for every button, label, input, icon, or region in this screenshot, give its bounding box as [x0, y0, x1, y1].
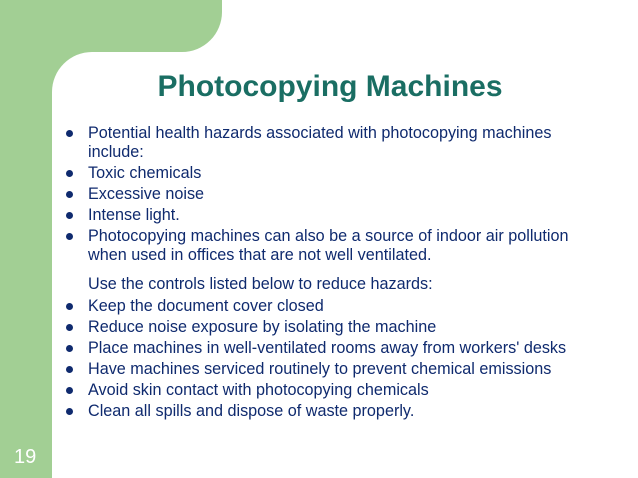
bullet-icon — [66, 212, 73, 219]
bullet-text: Reduce noise exposure by isolating the machine — [88, 318, 437, 336]
top-white-area — [222, 0, 638, 52]
bullet-text: Toxic chemicals — [88, 164, 202, 182]
bullet-text: Keep the document cover closed — [88, 297, 324, 315]
bullet-icon — [66, 170, 73, 177]
bullet-item — [66, 402, 606, 421]
bullet-text: Avoid skin contact with photocopying chemicals — [88, 381, 429, 399]
bullet-item — [66, 185, 606, 204]
page-number: 19 — [14, 446, 37, 468]
bullet-text: Excessive noise — [88, 185, 205, 203]
bullet-text: Clean all spills and dispose of waste properly. — [88, 402, 415, 420]
slide-content — [66, 124, 606, 423]
bullet-item — [66, 164, 606, 183]
bullet-item — [66, 318, 606, 337]
bullet-text: Potential health hazards associated with photocopying machines include: — [88, 124, 552, 161]
bullet-item — [66, 339, 606, 358]
bullet-text: Intense light. — [88, 206, 180, 224]
bullet-icon — [66, 324, 73, 331]
sidebar-decoration — [0, 0, 52, 478]
bullet-icon — [66, 345, 73, 352]
bullet-text: Photocopying machines can also be a source of indoor air pollution when used in offices that are not well ventilated. — [88, 227, 569, 264]
bullet-item — [66, 124, 606, 162]
controls-intro: Use the controls listed below to reduce hazards: — [88, 275, 433, 293]
bullet-icon — [66, 366, 73, 373]
bullet-text: Place machines in well-ventilated rooms away from workers' desks — [88, 339, 567, 357]
bullet-icon — [66, 130, 73, 137]
bullet-item — [66, 227, 606, 265]
bullet-icon — [66, 191, 73, 198]
bullet-item — [66, 360, 606, 379]
bullet-item — [66, 206, 606, 225]
bullet-icon — [66, 408, 73, 415]
bullet-icon — [66, 233, 73, 240]
bullet-icon — [66, 387, 73, 394]
bullet-icon — [66, 303, 73, 310]
bullet-text: Have machines serviced routinely to prevent chemical emissions — [88, 360, 552, 378]
bullet-item — [66, 297, 606, 316]
bullet-item — [66, 381, 606, 400]
slide-title: Photocopying Machines — [157, 70, 503, 103]
